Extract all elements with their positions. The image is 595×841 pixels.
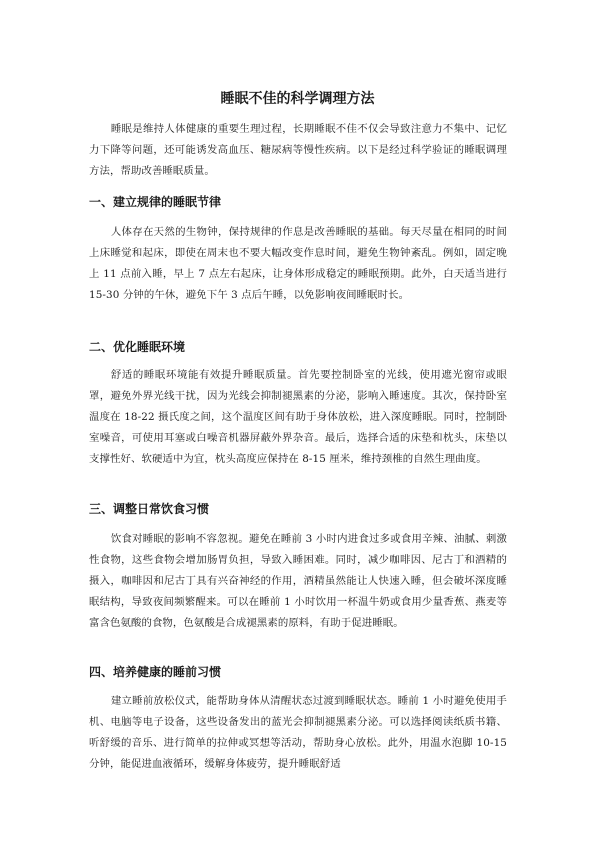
section-3-heading: 三、调整日常饮食习惯: [89, 502, 210, 516]
section-1-heading: 一、建立规律的睡眠节律: [89, 195, 222, 209]
section-2-body: 舒适的睡眠环境能有效提升睡眠质量。首先要控制卧室的光线，使用遮光窗帘或眼罩，避免外界光线干扰，因为光线会抑制褪黑素的分泌，影响入睡速度。其次，保持卧室温度在 18-22 摄氏度之间，这个温度区间有助于身体放松，进入深度睡眠。同时，控制卧室噪音，可使用耳塞或白噪音机器屏蔽外界杂音。最后，选择合适的床垫和枕头，床垫以支撑性好、软硬适中为宜，枕头高度应保持在 8-15 厘米，维持颈椎的自然生理曲度。: [89, 369, 507, 465]
intro-paragraph: 睡眠是维持人体健康的重要生理过程，长期睡眠不佳不仅会导致注意力不集中、记忆力下降等问题，还可能诱发高血压、糖尿病等慢性疾病。以下是经过科学验证的睡眠调理方法，帮助改善睡眠质量。: [89, 123, 507, 177]
section-1-body: 人体存在天然的生物钟，保持规律的作息是改善睡眠的基础。每天尽量在相同的时间上床睡觉和起床，即使在周末也不要大幅改变作息时间，避免生物钟紊乱。例如，固定晚上 11 点前入睡，早上 7 点左右起床，让身体形成稳定的睡眠预期。此外，白天适当进行 15-30 分钟的午休，避免下午 3 点后午睡，以免影响夜间睡眠时长。: [89, 226, 507, 301]
section-2-heading: 二、优化睡眠环境: [89, 340, 186, 354]
document-title: 睡眠不佳的科学调理方法: [220, 91, 375, 107]
section-3-body: 饮食对睡眠的影响不容忽视。避免在睡前 3 小时内进食过多或食用辛辣、油腻、刺激性食物，这些食物会增加肠胃负担，导致入睡困难。同时，减少咖啡因、尼古丁和酒精的摄入，咖啡因和尼古丁具有兴奋神经的作用，酒精虽然能让人快速入睡，但会破坏深度睡眠结构，导致夜间频繁醒来。可以在睡前 1 小时饮用一杯温牛奶或食用少量香蕉、燕麦等富含色氨酸的食物，色氨酸是合成褪黑素的原料，有助于促进睡眠。: [89, 533, 507, 629]
section-4-body: 建立睡前放松仪式，能帮助身体从清醒状态过渡到睡眠状态。睡前 1 小时避免使用手机、电脑等电子设备，这些设备发出的蓝光会抑制褪黑素分泌。可以选择阅读纸质书籍、听舒缓的音乐、进行简单的拉伸或冥想等活动，帮助身心放松。此外，用温水泡脚 10-15 分钟，能促进血液循环，缓解身体疲劳，提升睡眠舒适: [89, 695, 507, 770]
section-4-heading: 四、培养健康的睡前习惯: [89, 665, 222, 679]
